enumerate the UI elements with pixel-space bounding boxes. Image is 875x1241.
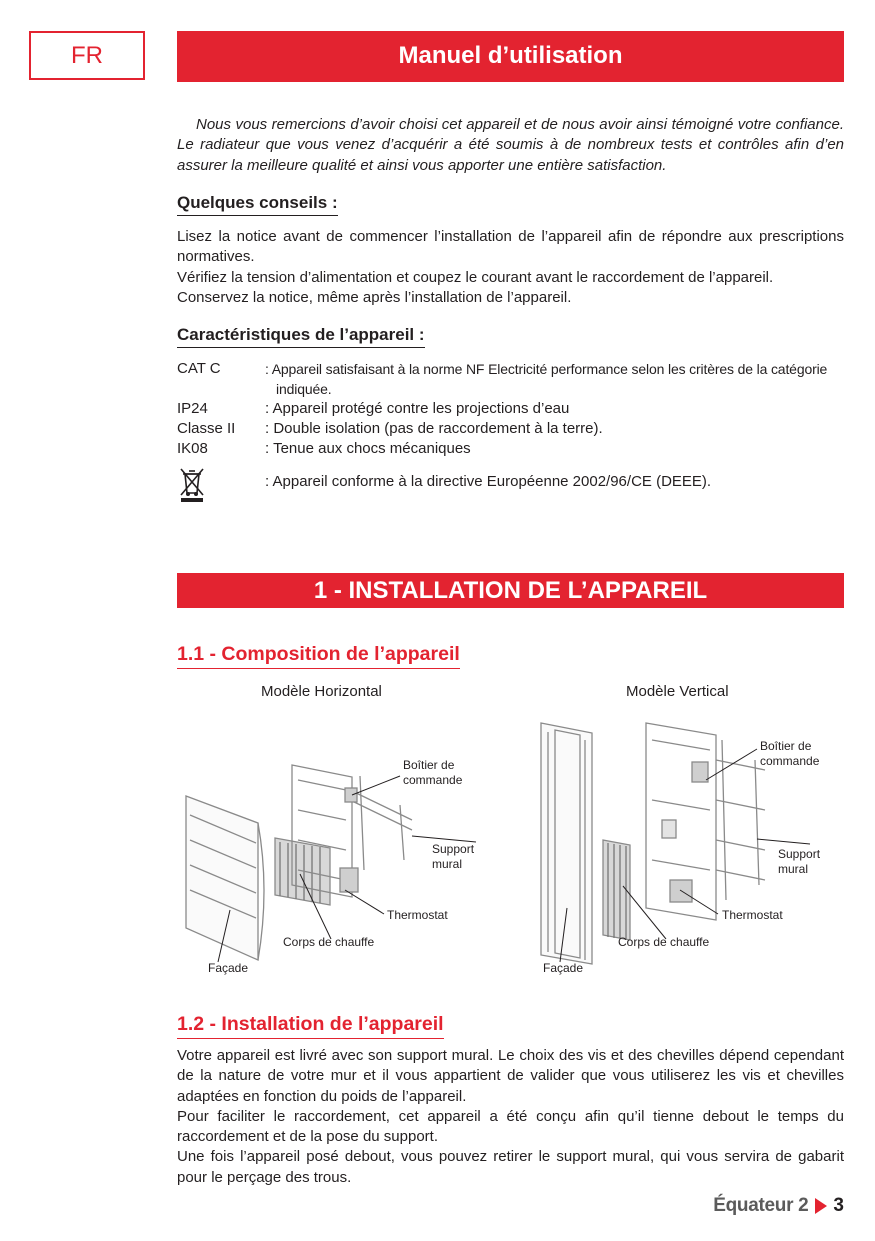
installation-paragraph: Votre appareil est livré avec son support mural. Le choix des vis et des chevilles dépend cependant de la nature de votre mur et il vous appartient de valider que vous utiliserez les vis et chevilles adaptées en fonction du poids de l’appareil. xyxy=(177,1047,844,1105)
installation-text xyxy=(177,1046,844,1188)
label-line: commande xyxy=(760,754,820,768)
play-arrow-icon xyxy=(815,1198,827,1214)
composition-heading: 1.1 - Composition de l’appareil xyxy=(177,642,460,669)
horizontal-model-drawing xyxy=(186,765,412,960)
intro-paragraph: Nous vous remercions d’avoir choisi cet appareil et de nous avoir ainsi témoigné votre confiance. Le radiateur que vous venez d’acquérir a été soumis à de nombreux tests et contrôles afin d’en assurer la meilleure qualité et ainsi vous apporter une entière satisfaction. xyxy=(177,116,844,174)
installation-paragraph: Pour faciliter le raccordement, cet appareil a été conçu afin qu’il tienne debout le temps du raccordement et de la pose du support. xyxy=(177,1107,844,1146)
spec-code: IP24 xyxy=(177,400,208,417)
vertical-label-thermostat: Thermostat xyxy=(722,908,783,922)
label-line: Support xyxy=(432,842,475,856)
spec-text: : Appareil protégé contre les projections d’eau xyxy=(265,400,570,417)
horizontal-label-corps: Corps de chauffe xyxy=(283,935,375,949)
vertical-label-boitier xyxy=(760,739,819,769)
conseil-line: Conservez la notice, même après l’installation de l’appareil. xyxy=(177,288,572,306)
conseil-line: Vérifiez la tension d’alimentation et coupez le courant avant le raccordement de l’appareil. xyxy=(177,268,774,286)
spec-code: IK08 xyxy=(177,440,208,457)
vertical-model-drawing xyxy=(541,723,765,964)
spec-code: Classe II xyxy=(177,420,236,437)
spec-text: : Appareil satisfaisant à la norme NF Electricité performance selon les critères de la catégorie indiquée. xyxy=(265,361,828,397)
label-line: Boîtier de xyxy=(760,739,812,753)
label-line: mural xyxy=(778,862,809,876)
installation-paragraph: Une fois l’appareil posé debout, vous pouvez retirer le support mural, qui vous servira de gabarit pour le perçage des trous. xyxy=(177,1148,844,1186)
horizontal-label-facade: Façade xyxy=(208,961,249,975)
label-line: Boîtier de xyxy=(403,758,455,772)
caracteristiques-heading: Caractéristiques de l’appareil : xyxy=(177,325,425,348)
spec-text: : Tenue aux chocs mécaniques xyxy=(265,440,471,457)
label-line: commande xyxy=(403,773,463,787)
spec-code: CAT C xyxy=(177,360,221,377)
installation-heading: 1.2 - Installation de l’appareil xyxy=(177,1012,444,1039)
vertical-label-facade: Façade xyxy=(543,961,584,975)
horizontal-label-boitier xyxy=(403,758,462,788)
vertical-label-corps: Corps de chauffe xyxy=(618,935,710,949)
conseil-line: Lisez la notice avant de commencer l’installation de l’appareil afin de répondre aux prescriptions normatives. xyxy=(177,228,844,266)
page-number: 3 xyxy=(833,1195,844,1216)
vertical-model-title: Modèle Vertical xyxy=(626,683,729,700)
page-footer xyxy=(713,1195,844,1217)
horizontal-label-support xyxy=(432,842,474,872)
product-name: Équateur 2 xyxy=(713,1195,809,1216)
spec-text: : Double isolation (pas de raccordement à la terre). xyxy=(265,420,603,437)
section-1-banner: 1 - INSTALLATION DE L’APPAREIL xyxy=(177,573,844,608)
horizontal-model-title: Modèle Horizontal xyxy=(261,683,382,700)
weee-text: : Appareil conforme à la directive Européenne 2002/96/CE (DEEE). xyxy=(265,473,712,490)
conseils-heading: Quelques conseils : xyxy=(177,193,338,216)
label-line: mural xyxy=(432,857,463,871)
horizontal-label-thermostat: Thermostat xyxy=(387,908,448,922)
label-line: Support xyxy=(778,847,821,861)
vertical-label-support xyxy=(778,847,820,877)
page-title-banner: Manuel d’utilisation xyxy=(177,31,844,82)
language-badge: FR xyxy=(29,31,145,80)
vertical-callout-lines xyxy=(560,749,810,962)
